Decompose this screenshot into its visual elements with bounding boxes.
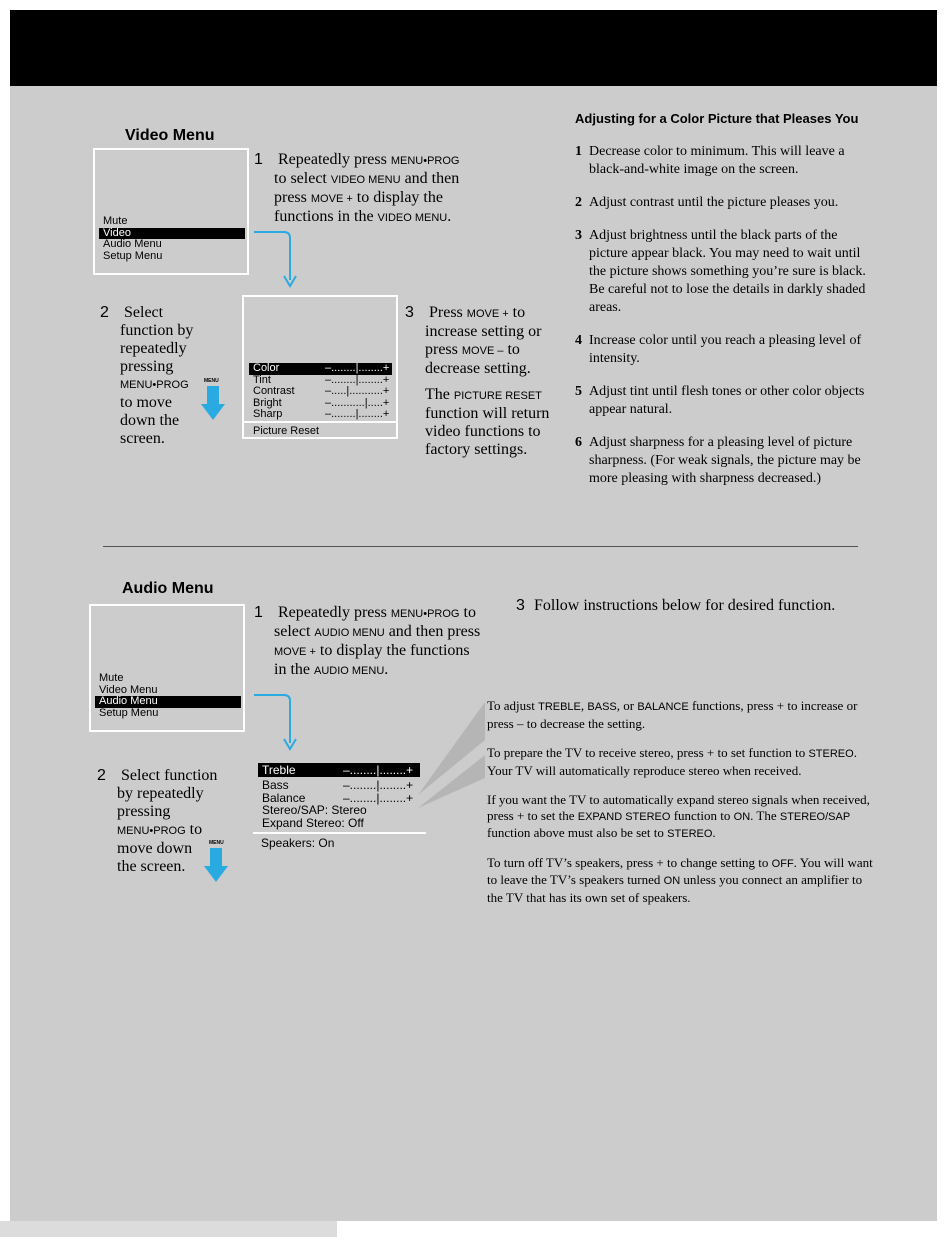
callout-wedges <box>415 700 487 815</box>
audio-step2-line4: to <box>185 821 203 838</box>
menu-item-mute: Mute <box>103 215 128 227</box>
video-connector-arrow-icon <box>252 228 302 290</box>
color-guide-item <box>575 383 875 419</box>
level-bar: –.....|...........+ <box>325 385 390 397</box>
function-label: Balance <box>262 790 306 805</box>
header-bar <box>10 10 937 86</box>
video-step1-line3a: press <box>274 189 311 206</box>
item-number: 3 <box>575 228 582 243</box>
audio-step1-number: 1 <box>254 604 263 621</box>
function-label: Expand Stereo: Off <box>262 816 364 830</box>
bottom-strip <box>0 1221 337 1237</box>
video-step1-key1: MENU•PROG <box>390 155 460 167</box>
function-label: Contrast <box>253 385 295 397</box>
video-function-contrast <box>249 386 392 398</box>
audio-down-arrow-icon <box>203 848 229 884</box>
note-key: OFF <box>771 857 794 870</box>
video-step2-line6: down the <box>120 412 180 429</box>
audio-step2-line5: move down <box>117 840 193 857</box>
audio-step1-key3: MOVE + <box>274 646 316 658</box>
note-speakers <box>487 855 877 906</box>
audio-menu-list <box>95 673 241 719</box>
audio-step1-text <box>274 604 514 680</box>
video-menu-screen <box>93 148 249 275</box>
audio-step2-line3: pressing <box>117 803 171 820</box>
color-guide-item <box>575 227 875 317</box>
function-label: Tint <box>253 373 271 386</box>
section-divider <box>103 546 858 547</box>
function-label: Bright <box>253 396 282 409</box>
item-number: 2 <box>575 195 582 210</box>
audio-step1-line1a: Repeatedly press <box>278 604 391 621</box>
audio-step2-line6: the screen. <box>117 858 186 875</box>
note-text: To prepare the TV to receive stereo, press + to set function to <box>487 745 809 760</box>
note-key: ON <box>663 875 681 887</box>
video-step1-line4a: functions in the <box>274 208 378 225</box>
video-step3-number: 3 <box>405 304 414 321</box>
note-key: EXPAND STEREO <box>577 810 671 823</box>
video-step2-line5: to move <box>120 394 172 411</box>
picture-reset-divider <box>244 421 396 423</box>
audio-step2-number: 2 <box>97 767 106 784</box>
note-text: To turn off TV’s speakers, press + to change setting to <box>487 854 772 870</box>
level-bar: –........|........+ <box>325 408 390 420</box>
video-step3-line3a: press <box>425 341 462 358</box>
note-text: . The <box>750 807 780 823</box>
video-step3-key1: MOVE + <box>466 308 509 320</box>
video-step3-line4: decrease setting. <box>425 360 531 377</box>
function-label: Treble <box>262 763 296 777</box>
color-guide-list <box>575 143 875 503</box>
picture-reset-label: Picture Reset <box>253 425 320 437</box>
audio-function-treble <box>258 763 420 777</box>
video-step1-number: 1 <box>254 151 263 168</box>
item-text: Adjust contrast until the picture pleases you. <box>589 195 839 210</box>
video-functions-list <box>249 363 392 421</box>
video-step3-line7: video functions to <box>425 423 541 440</box>
video-step2-line3: repeatedly <box>120 340 187 357</box>
menu-item-audio-menu: Audio Menu <box>103 238 162 250</box>
note-key: STEREO <box>667 828 713 840</box>
video-step1-key4: VIDEO MENU <box>377 212 448 224</box>
audio-step2-line1: Select function <box>121 767 218 784</box>
speakers-divider <box>253 832 426 834</box>
audio-step1-line2a: select <box>274 623 315 640</box>
menu-item-video-menu: Video Menu <box>99 683 158 696</box>
function-label: Sharp <box>253 408 283 420</box>
video-step2-line7: screen. <box>120 430 165 447</box>
audio-step1-line4a: in the <box>274 661 314 678</box>
audio-function-expand-stereo <box>258 818 420 831</box>
video-step3-line3b: to <box>503 341 520 358</box>
video-step3-line6: function will return <box>425 405 550 422</box>
note-key: STEREO/SAP <box>779 810 851 823</box>
item-number: 6 <box>575 435 582 450</box>
video-step3-key3: PICTURE RESET <box>453 390 542 402</box>
note-stereo-sap <box>487 745 877 778</box>
menu-item-setup-menu: Setup Menu <box>103 249 163 262</box>
note-text: If you want the TV to automatically expand stereo signals when received, press + to set the <box>487 792 870 823</box>
color-guide-item <box>575 434 875 488</box>
speakers-label: Speakers: On <box>261 836 335 850</box>
audio-step2-line2: by repeatedly <box>117 785 204 802</box>
audio-functions-screen <box>258 763 420 831</box>
audio-step1-key4: AUDIO MENU <box>314 665 385 677</box>
level-bar: –...........|.....+ <box>325 396 390 409</box>
note-text: . You will want to leave the TV’s speakers turned <box>487 854 873 887</box>
note-key: BALANCE <box>637 701 689 713</box>
audio-menu-title: Audio Menu <box>122 580 214 597</box>
function-label: Stereo/SAP: Stereo <box>262 803 367 817</box>
note-text: , or <box>616 698 638 713</box>
note-text: functions, press + to increase or press – to decrease the setting. <box>487 698 858 731</box>
item-text: Adjust tint until flesh tones or other color objects appear natural. <box>589 384 865 417</box>
note-expand-stereo <box>487 792 877 843</box>
audio-step1-key2: AUDIO MENU <box>314 627 385 639</box>
video-step3-line1a: Press <box>429 304 467 321</box>
video-step1-line2a: to select <box>274 170 331 187</box>
video-step3-text <box>425 304 565 459</box>
video-step3-line5a: The <box>425 386 454 403</box>
video-step1-line3b: to display the <box>352 189 443 206</box>
menu-item-audio-menu: Audio Menu <box>95 696 241 708</box>
note-key: STEREO <box>808 748 854 760</box>
audio-notes <box>487 698 877 915</box>
level-bar: –........|........+ <box>325 362 390 374</box>
video-menu-list <box>99 216 245 262</box>
level-bar: –........|........+ <box>343 763 414 777</box>
video-function-sharp <box>249 409 392 421</box>
item-text: Decrease color to minimum. This will leave a black-and-white image on the screen. <box>589 144 845 177</box>
video-step2-text <box>120 304 230 448</box>
note-text: . <box>712 825 716 840</box>
video-step2-number: 2 <box>100 304 109 321</box>
item-text: Adjust sharpness for a pleasing level of picture sharpness. (For weak signals, the picture may be more pleasing with sharpness decreased.) <box>589 435 861 486</box>
note-text: unless you connect an amplifier to the TV that has its own set of speakers. <box>487 872 863 905</box>
video-step1-line1: Repeatedly press <box>278 151 391 168</box>
item-text: Adjust brightness until the black parts of the picture appear black. You may need to wait until the picture shows something you’re sure is black. Be careful not to lose the details in darkly shaded areas. <box>589 228 866 315</box>
video-down-arrow-icon <box>200 386 226 422</box>
audio-step1-key1: MENU•PROG <box>390 608 460 620</box>
note-text: To adjust <box>487 698 539 713</box>
note-treble-bass-balance <box>487 698 877 731</box>
video-step3-key2: MOVE – <box>461 345 504 357</box>
audio-step1-line4b: . <box>384 661 389 678</box>
color-guide-item <box>575 143 875 179</box>
menu-item-mute: Mute <box>99 672 124 684</box>
audio-connector-arrow-icon <box>252 691 302 753</box>
audio-step1-line3: to display the functions <box>315 642 470 659</box>
note-text: function to <box>670 807 734 823</box>
note-text: function above must also be set to <box>487 825 668 840</box>
video-step2-key: MENU•PROG <box>120 379 189 391</box>
note-key: ON <box>733 810 751 823</box>
level-bar: –........|........+ <box>343 778 414 792</box>
video-menu-title: Video Menu <box>125 127 215 144</box>
menu-item-setup-menu: Setup Menu <box>99 706 159 719</box>
audio-menu-key-label: MENU <box>209 840 224 846</box>
menu-item-video: Video <box>99 228 245 240</box>
video-functions-screen <box>242 295 398 439</box>
level-bar: –........|........+ <box>325 373 390 386</box>
audio-menu-screen <box>89 604 245 732</box>
audio-step3-number: 3 <box>516 597 525 614</box>
video-step1-key3: MOVE + <box>310 193 353 205</box>
video-step3-line1b: to <box>508 304 526 321</box>
function-label: Bass <box>262 778 289 792</box>
audio-step1-line1b: to <box>459 604 476 621</box>
item-number: 5 <box>575 384 582 399</box>
video-function-color <box>249 363 392 375</box>
color-guide-title: Adjusting for a Color Picture that Pleases You <box>575 111 859 126</box>
audio-step1-line2b: and then press <box>384 623 481 640</box>
video-step1-line2b: and then <box>400 170 460 187</box>
video-step1-key2: VIDEO MENU <box>330 174 401 186</box>
item-text: Increase color until you reach a pleasing level of intensity. <box>589 333 862 366</box>
video-step1-line4b: . <box>447 208 452 225</box>
note-key: BASS <box>587 701 617 713</box>
item-number: 1 <box>575 144 582 159</box>
item-number: 4 <box>575 333 582 348</box>
color-guide-item <box>575 194 875 212</box>
audio-step3-text: Follow instructions below for desired function. <box>534 597 836 614</box>
function-label: Color <box>253 362 280 374</box>
video-step3-line2: increase setting or <box>425 323 542 340</box>
video-step3-line8: factory settings. <box>425 441 528 458</box>
video-step2-line1: Select <box>124 304 164 321</box>
audio-step2-key: MENU•PROG <box>117 825 186 837</box>
video-step2-line4: pressing <box>120 358 174 375</box>
note-text: . Your TV will automatically reproduce stereo when received. <box>487 745 857 778</box>
color-guide-item <box>575 332 875 368</box>
level-bar: –........|........+ <box>343 790 414 805</box>
video-menu-key-label: MENU <box>204 378 219 384</box>
video-step1-text <box>274 151 514 227</box>
note-text: , <box>580 698 588 713</box>
video-step2-line2: function by <box>120 322 194 339</box>
note-key: TREBLE <box>538 701 581 713</box>
